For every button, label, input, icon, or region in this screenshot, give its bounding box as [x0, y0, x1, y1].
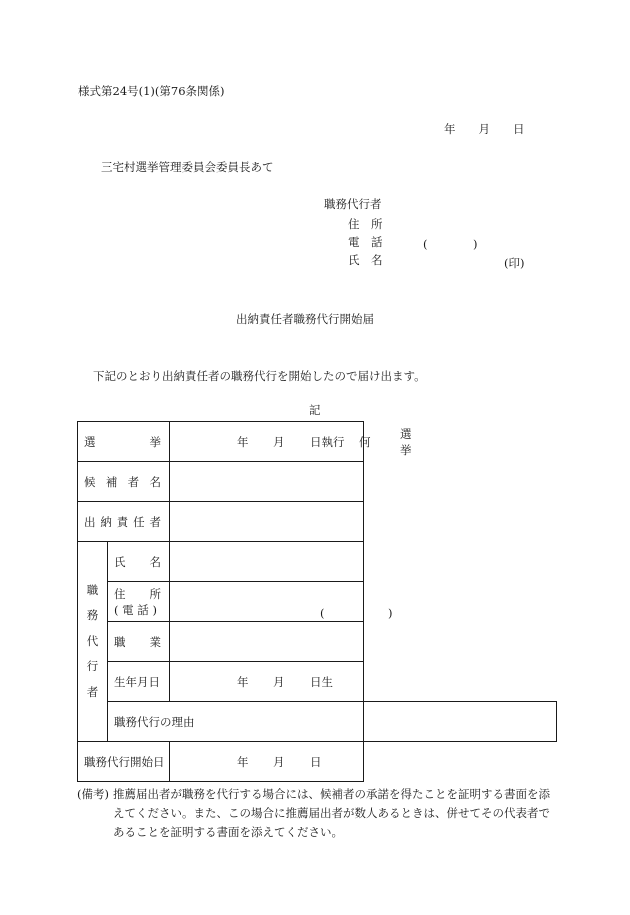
election-label: 選 挙: [78, 422, 170, 462]
table-row: [78, 542, 557, 582]
start-date-value[interactable]: 年 月 日: [170, 742, 364, 782]
document-title: 出納責任者職務代行開始届: [236, 312, 374, 326]
agent-occupation-value[interactable]: [170, 622, 364, 662]
table-row: [78, 582, 557, 622]
election-value[interactable]: 年 月 日執行 何 選挙: [170, 422, 364, 462]
table-row: [78, 622, 557, 662]
table-row: [78, 422, 557, 462]
date-line: 年 月 日: [444, 122, 525, 136]
seal-mark: (印): [504, 256, 525, 270]
candidate-value[interactable]: [170, 462, 364, 502]
agent-name-label: 氏 名: [348, 253, 383, 267]
agent-address-value[interactable]: ( ): [170, 582, 364, 622]
agent-occupation-label: 職 業: [108, 622, 170, 662]
agent-phone-paren-close: ): [473, 237, 478, 251]
agent-phone-paren-open: (: [423, 237, 428, 251]
agent-name-value[interactable]: [170, 542, 364, 582]
candidate-label: 候 補 者 名: [78, 462, 170, 502]
table-row: [78, 462, 557, 502]
agent-birth-value[interactable]: 年 月 日生: [170, 662, 364, 702]
agent-phone-label: 電 話: [348, 235, 383, 249]
form-table: [77, 421, 557, 782]
agent-vertical-label: 職 務 代 行 者: [78, 542, 108, 742]
agent-address-label: 住 所: [348, 217, 383, 231]
table-row: [78, 702, 557, 742]
agent-address-cell-label: 住 所 ( 電 話 ): [108, 582, 170, 622]
form-number: 様式第24号(1)(第76条関係): [78, 84, 225, 98]
treasurer-value[interactable]: [170, 502, 364, 542]
treasurer-label: 出 納 責 任 者: [78, 502, 170, 542]
start-date-label: 職務代行開始日: [78, 742, 170, 782]
reason-label: 職務代行の理由: [108, 702, 364, 742]
notes-body: 推薦届出者が職務を代行する場合には、候補者の承諾を得たことを証明する書面を添えてください。また、この場合に推薦届出者が数人あるときは、併せてその代表者であることを証明する書面を添えてください。: [113, 787, 550, 839]
intro-text: 下記のとおり出納責任者の職務代行を開始したので届け出ます。: [93, 369, 426, 383]
notes-head: (備考): [77, 787, 109, 801]
reason-value[interactable]: [363, 702, 557, 742]
table-row: [78, 662, 557, 702]
agent-name-cell-label: 氏 名: [108, 542, 170, 582]
table-row: [78, 742, 557, 782]
agent-title: 職務代行者: [324, 197, 382, 211]
addressee: 三宅村選挙管理委員会委員長あて: [101, 160, 274, 174]
ki-label: 記: [309, 403, 321, 417]
agent-birth-label: 生年月日: [108, 662, 170, 702]
table-row: [78, 502, 557, 542]
